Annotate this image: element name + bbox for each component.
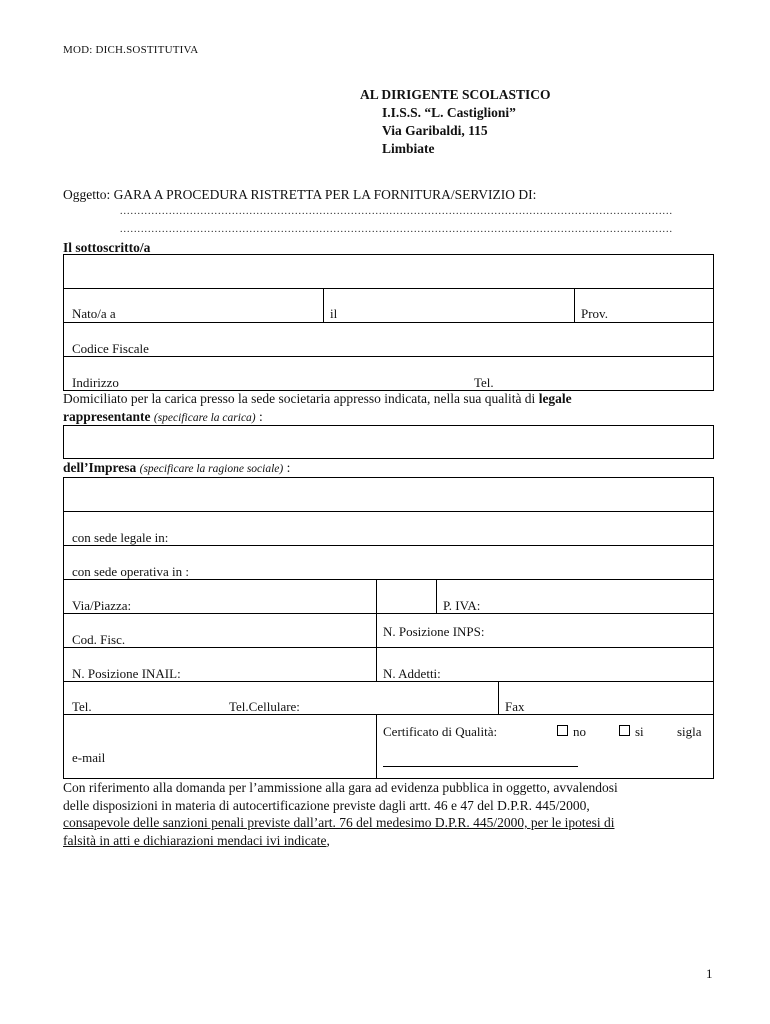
checkbox-no-icon[interactable] [557, 725, 568, 736]
signatory-table [63, 254, 714, 391]
recipient-line-1: AL DIRIGENTE SCOLASTICO [360, 87, 551, 102]
mobile-label[interactable]: Tel.Cellulare: [229, 699, 300, 714]
domiciled-text: Domiciliato per la carica presso la sede societaria appresso indicata, nella sua qualità di [63, 391, 536, 406]
recipient-line-3: Via Garibaldi, 115 [382, 123, 488, 138]
company-tax-code-label[interactable]: Cod. Fisc. [72, 632, 126, 647]
subject-label: Oggetto: GARA A PROCEDURA RISTRETTA PER LA FORNITURA/SERVIZIO DI: [63, 187, 537, 202]
vat-label[interactable]: P. IVA: [443, 598, 481, 613]
province-label[interactable]: Prov. [581, 306, 608, 321]
operating-office-label[interactable]: con sede operativa in : [72, 564, 189, 579]
closing-comma: , [326, 832, 330, 848]
quality-no-label: no [573, 724, 586, 739]
domiciled-paragraph [63, 390, 714, 427]
domiciled-italic: (specificare la carica) [153, 411, 256, 424]
closing-line-2: delle disposizioni in materia di autocertificazione previste dagli artt. 46 e 47 del D.P.R. 445/2000, [63, 797, 590, 813]
sigla-label: sigla [677, 724, 702, 739]
quality-si-label: si [635, 724, 644, 739]
company-heading [63, 460, 290, 476]
inail-label[interactable]: N. Posizione INAIL: [72, 666, 181, 681]
registered-office-label[interactable]: con sede legale in: [72, 530, 169, 545]
quality-no-option[interactable] [557, 724, 586, 740]
company-table [63, 477, 714, 779]
birthplace-label[interactable]: Nato/a a [72, 306, 116, 321]
subject-dotted-line-1[interactable]: .............................................................................................................................................................. [120, 206, 673, 217]
email-label[interactable]: e-mail [72, 750, 106, 765]
checkbox-si-icon[interactable] [619, 725, 630, 736]
tax-code-label[interactable]: Codice Fiscale [72, 341, 149, 356]
signatory-heading: Il sottoscritto/a [63, 240, 151, 255]
employees-label[interactable]: N. Addetti: [383, 666, 441, 681]
recipient-line-4: Limbiate [382, 141, 435, 156]
subject-dotted-line-2[interactable]: .............................................................................................................................................................. [120, 224, 673, 235]
phone-label[interactable]: Tel. [474, 375, 494, 390]
legal-role-field[interactable] [63, 425, 714, 459]
page-number: 1 [706, 966, 713, 981]
company-heading-title: dell’Impresa [63, 460, 137, 475]
sigla-underline[interactable] [383, 766, 578, 767]
address-label[interactable]: Indirizzo [72, 375, 119, 390]
closing-paragraph [63, 779, 714, 849]
fax-label[interactable]: Fax [505, 699, 525, 714]
quality-cert-label: Certificato di Qualità: [383, 724, 498, 739]
birthdate-label[interactable]: il [330, 306, 338, 321]
closing-line-4: falsità in atti e dichiarazioni mendaci ivi indicate [63, 832, 327, 848]
recipient-line-2: I.I.S.S. “L. Castiglioni” [382, 105, 516, 120]
closing-line-3: consapevole delle sanzioni penali previste dall’art. 76 del medesimo D.P.R. 445/2000, per le ipotesi di [63, 815, 615, 830]
company-heading-colon: : [283, 460, 291, 475]
quality-si-option[interactable] [619, 724, 644, 740]
form-code: MOD: DICH.SOSTITUTIVA [63, 44, 199, 56]
company-name-field[interactable] [66, 480, 711, 510]
closing-line-1: Con riferimento alla domanda per l’ammissione alla gara ad evidenza pubblica in oggetto, avvalendosi [63, 780, 618, 795]
signatory-name-field[interactable] [66, 257, 711, 287]
domiciled-bold-2: rappresentante [63, 408, 151, 424]
company-phone-label[interactable]: Tel. [72, 699, 92, 714]
inps-label[interactable]: N. Posizione INPS: [383, 624, 485, 639]
company-heading-italic: (specificare la ragione sociale) [139, 463, 284, 475]
recipient-address [360, 86, 551, 158]
domiciled-colon: : [255, 408, 263, 424]
street-label[interactable]: Via/Piazza: [72, 598, 132, 613]
domiciled-bold-1: legale [538, 391, 572, 406]
